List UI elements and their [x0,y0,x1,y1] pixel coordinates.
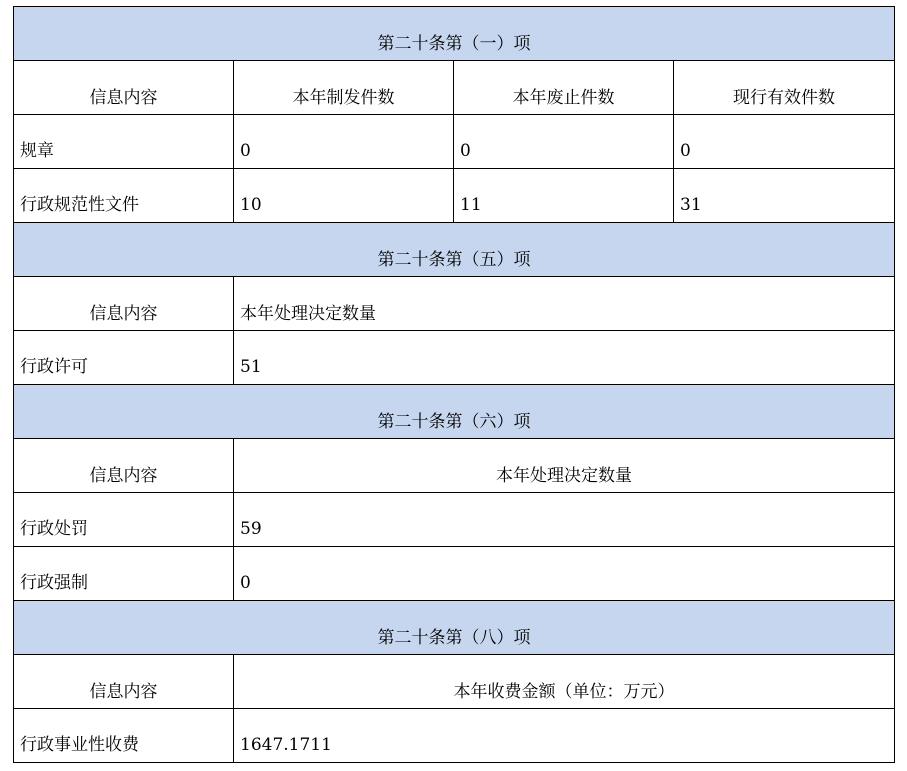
table-row [14,547,895,601]
section-title: 第二十条第（八）项 [14,601,895,655]
row-label: 行政处罚 [14,493,234,547]
column-header-row [14,277,895,331]
column-header-info: 信息内容 [14,655,234,709]
column-header-info: 信息内容 [14,439,234,493]
section-header-row [14,601,895,655]
section-header-row [14,385,895,439]
row-label: 行政规范性文件 [14,169,234,223]
table-row [14,709,895,763]
cell-value: 0 [234,115,454,169]
table-row [14,331,895,385]
row-label: 行政事业性收费 [14,709,234,763]
column-header-decisions: 本年处理决定数量 [234,277,895,331]
column-header-row [14,61,895,115]
cell-value: 0 [234,547,895,601]
section-title: 第二十条第（五）项 [14,223,895,277]
table-row [14,115,895,169]
section-title: 第二十条第（一）项 [14,7,895,61]
column-header-valid: 现行有效件数 [674,61,895,115]
cell-value: 51 [234,331,895,385]
column-header-row [14,655,895,709]
row-label: 行政强制 [14,547,234,601]
row-label: 规章 [14,115,234,169]
section-title: 第二十条第（六）项 [14,385,895,439]
cell-value: 10 [234,169,454,223]
column-header-row [14,439,895,493]
table-row [14,493,895,547]
column-header-info: 信息内容 [14,61,234,115]
cell-value: 31 [674,169,895,223]
column-header-info: 信息内容 [14,277,234,331]
disclosure-table [13,6,895,763]
column-header-repealed: 本年废止件数 [454,61,674,115]
column-header-issued: 本年制发件数 [234,61,454,115]
cell-value: 1647.1711 [234,709,895,763]
cell-value: 59 [234,493,895,547]
row-label: 行政许可 [14,331,234,385]
cell-value: 0 [454,115,674,169]
cell-value: 11 [454,169,674,223]
section-header-row [14,7,895,61]
column-header-decisions: 本年处理决定数量 [234,439,895,493]
table-row [14,169,895,223]
column-header-fees: 本年收费金额（单位：万元） [234,655,895,709]
section-header-row [14,223,895,277]
cell-value: 0 [674,115,895,169]
